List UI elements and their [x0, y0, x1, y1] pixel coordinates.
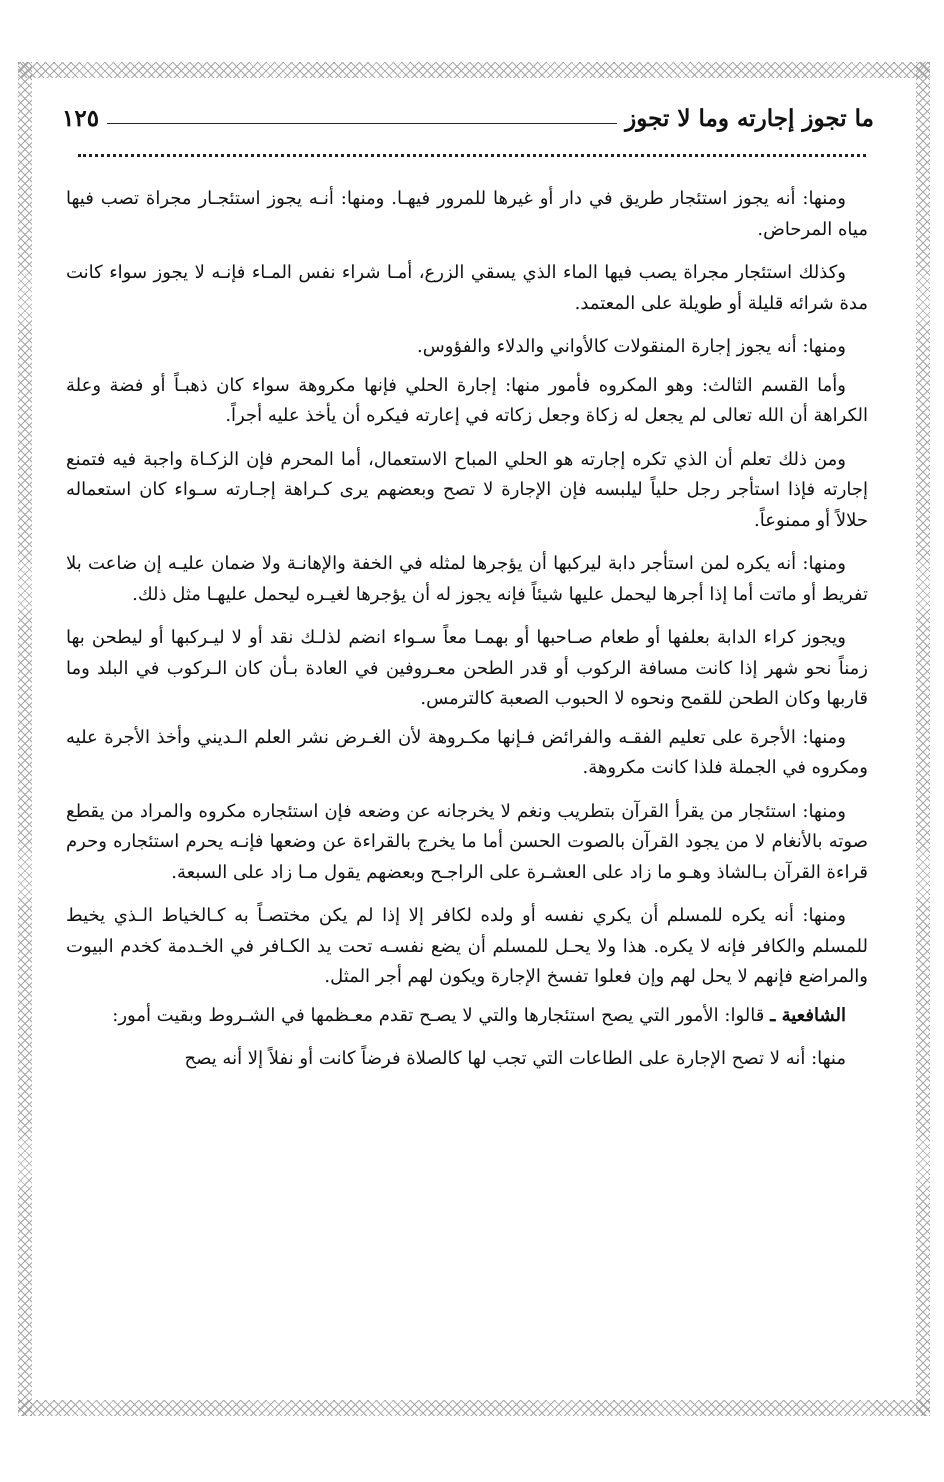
paragraph: وكذلك استئجار مجراة يصب فيها الماء الذي يسقي الزرع، أمـا شراء نفس المـاء فإنـه لا يجوز سواء كانت مدة شرائه قليلة أو طويلة على المعتمد.: [66, 262, 868, 314]
paragraph: ومنها: استئجار من يقرأ القرآن بتطريب ونغم لا يخرجانه عن وضعه فإن استئجاره مكروه والمراد من يقطع صوته بالأنغام لا من يجود القرآن بالصوت الحسن أما ما يخرج بالقراءة عن وضعها فإنـه يحرم استئجاره وحرم قراءة القرآن بـالشاذ وهـو ما زاد على العشـرة على الراجـح وبعضهم يقول مـا زاد على السبعة.: [66, 800, 868, 883]
paragraph: ومنها: أنه يجوز إجارة المنقولات كالأواني والدلاء والفؤوس.: [417, 336, 846, 357]
paragraph: ويجوز كراء الدابة بعلفها أو طعام صـاحبها أو بهمـا معاً سـواء انضم لذلـك نقد أو لا ليـركبها أو ليطحن بها زمناً نحو شهر إذا كانت مسافة الركوب أو قدر الطحن معـروفين في العادة بـأن كان الـركوب في البلد وما قاربها وكان الطحن للقمح ونحوه لا الحبوب الصعبة كالترمس.: [66, 627, 868, 709]
running-header-title: ما تجوز إجارته وما لا تجوز: [625, 104, 874, 132]
running-header: [62, 98, 874, 138]
paragraph: منها: أنه لا تصح الإجارة على الطاعات التي تجب لها كالصلاة فرضاً كانت أو نفلاً إلا أنه يصح: [184, 1048, 846, 1069]
decorative-border-left: [18, 62, 32, 1416]
paragraph: ومنها: أنه يكره للمسلم أن يكري نفسه أو ولده لكافر إلا إذا لم يكن مختصـاً به كـالخياط الـذي يخيط للمسلم والكافر فإنه لا يكره. هذا ولا يحـل للمسلم أن يضع نفسـه تحت يد الكـافر في الخـدمة كخدم البيوت والمراضع فإنهم لا يحل لهم وإن فعلوا تفسخ الإجارة ويكون لهم أجر المثل.: [66, 905, 868, 987]
paragraph: ومنها: أنه يجوز استئجار طريق في دار أو غيرها للمرور فيهـا. ومنها: أنـه يجوز استئجـار مجراة تصب فيها مياه المرحاض.: [66, 188, 868, 240]
paragraph: وأما القسم الثالث: وهو المكروه فأمور منها: إجارة الحلي فإنها مكروهة سواء كان ذهبـاً أو فضة وعلة الكراهة أن الله تعالى لم يجعل له زكاة وجعل زكاته في إعارته فيكره أن يأخذ عليه أجراً.: [66, 374, 868, 426]
decorative-border-right: [916, 62, 930, 1416]
section-lead: الشافعية ـ: [770, 1004, 846, 1026]
decorative-border-bottom: [18, 1400, 930, 1416]
decorative-border-top: [18, 62, 930, 78]
paragraph: الشافعية ـ قالوا: الأمور التي يصح استئجارها والتي لا يصـح تقدم معـظمها في الشـروط وبقيت أمور:: [112, 1004, 846, 1026]
dotted-separator: [78, 144, 866, 157]
paragraph: ومنها: أنه يكره لمن استأجر دابة ليركبها أن يؤجرها لمثله في الخفة والإهانـة ولا ضمان عليـه إن ضاعت بلا تفريط أو ماتت أما إذا أجرها ليحمل عليها شيئاً فإنه يجوز له أن يؤجرها لغيـره ليحمل عليهـا مثل ذلك.: [66, 553, 868, 605]
paragraph: ومنها: الأجرة على تعليم الفقـه والفرائض فـإنها مكـروهة لأن الغـرض نشر العلم الـديني وأخذ الأجرة عليه ومكروه في الجملة فلذا كانت مكروهة.: [66, 726, 868, 778]
page-body: [66, 184, 868, 1088]
paragraph: ومن ذلك تعلم أن الذي تكره إجارته هو الحلي المباح الاستعمال، أما المحرم فإن الزكـاة واجبة فيه فتمنع إجارته فإذا استأجر رجل حلياً ليلبسه فإن الإجارة لا تصح وبعضهم يرى كـراهة إجـارته سـواء كان استعماله حلالاً أو ممنوعاً.: [66, 448, 868, 531]
page-number: ١٢٥: [62, 104, 100, 132]
header-rule: [107, 123, 617, 124]
